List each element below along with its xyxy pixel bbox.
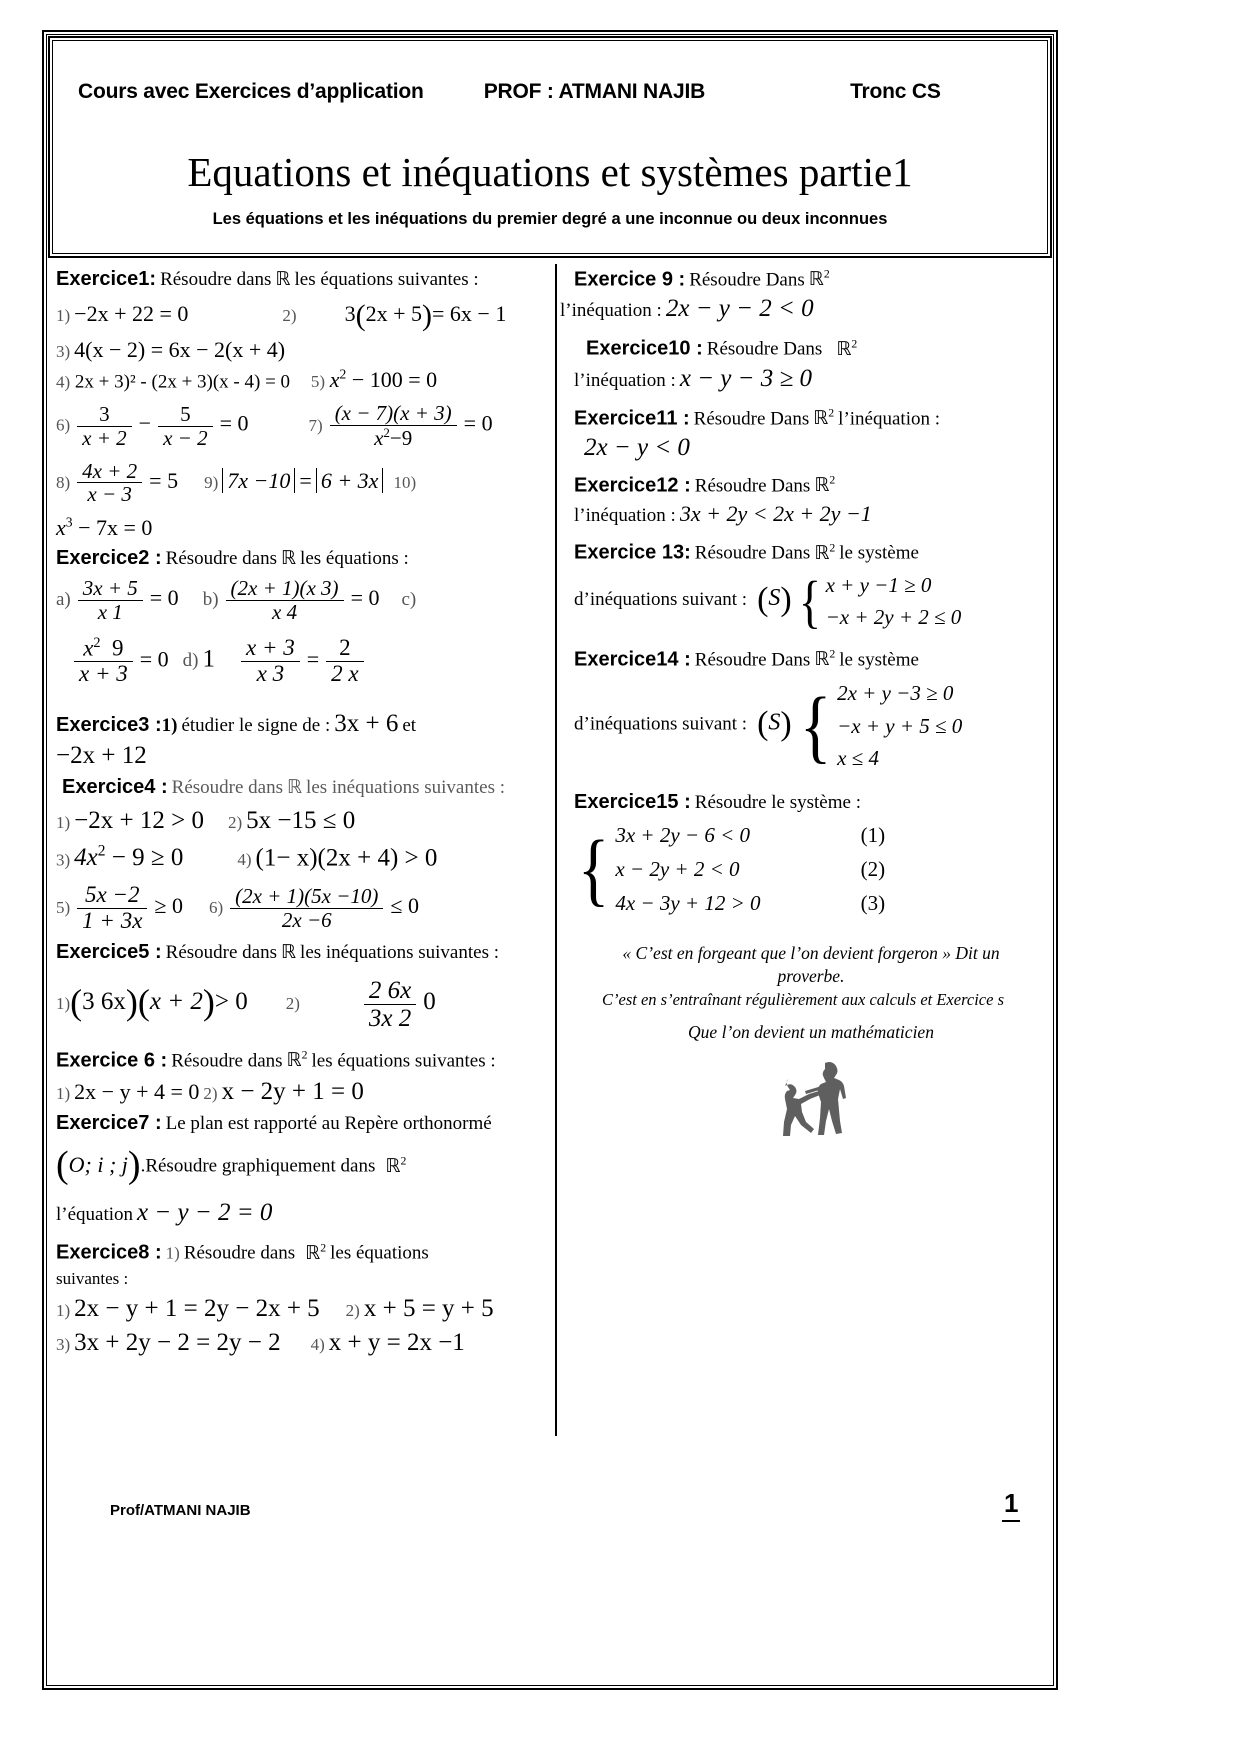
real-set-symbol: ℝ [286,777,303,798]
denominator: 3x 2 [364,1004,416,1032]
inequation-10: x − y − 3 ≥ 0 [679,364,812,392]
real-set-symbol [814,649,835,670]
exercise-11-label: Exercice11 : [574,406,690,429]
exercise-8 [56,1241,554,1356]
equation-2-b-eq: = 0 [350,585,380,611]
exercise-15 [574,791,1048,920]
exercise-15-label: Exercice15 : [574,790,691,813]
exercise-8-prompt: Résoudre dans [183,1242,296,1264]
system-label: d’inéquations suivant : [574,588,748,610]
body-area [52,262,1048,1442]
exercise-10 [574,337,1048,392]
item-index: 4) [56,372,71,392]
item-index: 9) [204,472,219,492]
inequation-label: l’inéquation : [560,300,662,322]
fraction [241,636,300,687]
item-index: b) [202,589,219,611]
system-label: d’inéquations suivant : [574,713,748,735]
system-row: x + y −1 ≥ 0 [825,572,932,597]
inequation-4-4: (1− x)(2x + 4) > 0 [255,844,438,872]
denominator-tail: −9 [389,426,413,450]
real-set-symbol [305,1243,326,1264]
fraction [77,403,132,449]
fraction [364,977,416,1032]
equation-6-2: x − 2y + 1 = 0 [221,1078,364,1106]
set-glyph: ℝ [808,269,824,291]
item-index: 1) [161,715,178,736]
equation-1-5 [330,367,437,392]
exercise-9-prompt: Résoudre Dans [689,269,805,291]
numerator: (x − 7)(x + 3) [334,401,452,426]
equation-2-a-eq: = 0 [149,585,179,611]
exercise-12-prompt: Résoudre Dans [694,475,811,497]
page-title: Equations et inéquations et systèmes partie1 [187,149,913,195]
numerator-tail: 9 [112,635,124,661]
item-index: 8) [56,472,71,492]
fraction [77,460,142,506]
exponent: 2 [829,647,836,661]
inequation-5-1-a: 3 6x [82,988,126,1016]
system-name: S [768,709,781,736]
quote-line-1: « C’est en forgeant que l’on devient forgeron » Dit un [622,942,1000,963]
item-index: 6) [56,415,71,435]
repere-notation [69,1152,128,1177]
equation-8-3: 3x + 2y − 2 = 2y − 2 [74,1328,281,1356]
paren-open: ( [56,1144,69,1187]
inequation-5-1-c: > 0 [214,988,248,1016]
exponent: 2 [339,367,347,382]
denominator: x − 3 [77,482,142,506]
system-15 [574,818,885,920]
exponent: 2 [829,541,836,555]
numerator: 2 [339,635,351,661]
denominator: x 4 [226,600,344,624]
item-index: a) [56,589,71,611]
item-index: 2) [203,1084,218,1104]
page-subtitle: Les équations et les inéquations du premier degré a une inconnue ou deux inconnues [212,210,888,228]
exponent: 2 [828,406,835,420]
item-index: 2) [282,305,297,325]
item-index: 1) [165,1243,180,1263]
exercise-1-prompt-b: les équations suivantes : [294,269,479,290]
numerator: (2x + 1)(x 3) [230,576,339,601]
expression-3-1: 3x + 6 [334,710,399,737]
brace-icon: { [798,568,821,634]
equation-1-7-eq: = 0 [463,410,493,436]
item-index: 1) [56,1084,71,1104]
equation-1-2-a: 3 [344,300,356,326]
system-row: −x + y + 5 ≤ 0 [837,713,963,738]
exercise-13-label: Exercice 13: [574,541,691,564]
numerator: x + 3 [245,635,295,661]
equation-1-4: 2x + 3)² - (2x + 3)(x - 4) = 0 [74,371,291,393]
exercise-13 [574,541,1048,633]
conjunction-et: et [402,715,417,736]
inequation-4-5-eq: ≥ 0 [154,893,183,919]
exercise-5-prompt-b: les inéquations suivantes : [300,941,499,963]
real-set-symbol: ℝ [280,941,297,963]
equation-1-2-b: 2x + 5 [365,300,422,326]
inequation-12: 3x + 2y < 2x + 2y −1 [679,501,872,527]
quote-line-3: C’est en s’entraînant régulièrement aux calculs et Exercice s [602,990,1004,1009]
real-set-symbol [814,543,835,564]
exercise-9 [560,268,1048,323]
expression-3-2: −2x + 12 [56,742,147,769]
tail: − 9 ≥ 0 [111,844,184,872]
exponent: 2 [93,634,101,651]
equals-sign: = [299,467,312,493]
item-index: 1) [56,305,71,325]
fraction [230,885,383,931]
paren-close: ) [125,982,138,1023]
equation-1-6-eq: = 0 [219,410,249,436]
exercise-2-prompt-b: les équations : [300,548,409,570]
inequation-4-1: −2x + 12 > 0 [74,807,204,834]
proverb-quote [574,942,1048,1045]
numerator: 2 6x [368,976,412,1004]
absolute-value-right: 6 + 3x [316,468,384,493]
equation-8-1: 2x − y + 1 = 2y − 2x + 5 [74,1294,320,1322]
paren-close: ) [422,299,432,332]
real-set-symbol [836,339,857,360]
system-row: −x + 2y + 2 ≤ 0 [825,605,962,630]
exercise-4-prompt: Résoudre dans [171,777,283,798]
exercise-4 [56,776,554,935]
variable-x: x [374,426,384,450]
numerator: 3 [99,401,110,426]
set-glyph: ℝ [813,407,829,429]
numerator: 4x + 2 [82,458,138,483]
term: 4x [74,844,98,872]
real-set-symbol: ℝ [275,269,291,290]
item-index: 7) [308,415,323,435]
equation-tail: − 7x = 0 [78,515,153,541]
exercise-12-label: Exercice12 : [574,474,691,497]
exercise-13-prompt: Résoudre Dans [694,542,811,564]
exercise-7-label: Exercice7 : [56,1112,162,1135]
exercise-3-label: Exercice3 : [56,714,162,736]
inequation-label: l’inéquation : [838,407,941,429]
denominator: x − 2 [158,426,213,450]
paren-close: ) [202,982,215,1023]
inequation-label: l’inéquation : [574,369,676,391]
exercise-14-tail: le système [839,649,919,671]
fraction [74,636,133,687]
soldiers-silhouette-icon [763,1059,859,1150]
equals-sign: = [306,646,320,672]
equation-2-c-eq: = 0 [139,646,169,672]
brace-icon: { [577,822,610,914]
paren-close: ) [780,580,792,618]
real-set-symbol [814,475,835,496]
variable-x: x [83,635,94,661]
denominator: 2x −6 [230,908,383,932]
set-glyph: ℝ [836,338,852,360]
real-set-symbol [809,269,830,290]
denominator: 2 x [326,661,363,687]
item-index: 4) [237,850,252,870]
variable-x: x [56,515,66,541]
exercise-6-prompt: Résoudre dans [171,1050,283,1072]
exercise-1 [56,268,554,541]
item-index: 3) [56,342,71,361]
item-index: 4) [310,1334,325,1354]
exercise-7-text-3: l’équation [56,1204,134,1226]
brace-icon: { [799,679,832,771]
exercise-7 [56,1112,554,1227]
paren-open: ( [70,982,83,1023]
exercise-14-label: Exercice14 : [574,648,691,671]
exponent: 2 [97,843,106,860]
exercise-8-prompt-b: les équations [330,1242,429,1264]
set-glyph: ℝ [814,542,830,564]
denominator: x + 2 [77,426,132,450]
exercise-8-label: Exercice8 : [56,1241,162,1264]
denominator: x 1 [78,600,143,624]
exercise-3 [56,710,554,770]
right-column [560,262,1048,1150]
equation-1-3: 4(x − 2) = 6x − 2(x + 4) [74,337,286,362]
denominator [330,425,457,450]
exercise-9-label: Exercice 9 : [574,268,686,291]
system-row: 2x + y −3 ≥ 0 [837,681,954,706]
absolute-value-left: 7x −10 [222,468,295,493]
item-index: 5) [56,898,71,918]
exercise-15-prompt: Résoudre le système : [694,791,861,813]
exercise-14 [574,648,1048,775]
exercise-11-prompt: Résoudre Dans [693,407,810,429]
variable-x: x [329,367,340,393]
system-row [615,852,885,886]
system-row [615,886,885,920]
column-divider [555,264,557,1436]
item-index: d) [182,650,199,672]
fraction [330,402,457,449]
exercise-12 [574,474,1048,527]
repere-label: O; i ; j [68,1152,128,1177]
system-rows [615,818,885,920]
denominator: x 3 [241,661,300,687]
left-column [56,262,554,1363]
exercise-13-tail: le système [839,542,919,564]
inequation-4-6-eq: ≤ 0 [390,893,419,919]
course-label: Cours avec Exercices d’application [78,80,424,103]
item-index: 2) [345,1300,360,1320]
exponent: 2 [400,1154,407,1168]
system-row: x ≤ 4 [837,746,879,771]
footer-author: Prof/ATMANI NAJIB [110,1502,251,1519]
exercise-1-prompt-a: Résoudre dans [160,269,272,290]
exercise-10-label: Exercice10 : [586,337,703,360]
exponent: 2 [320,1241,327,1255]
paren-open: ( [355,299,366,332]
exercise-5 [56,941,554,1033]
system-rows [826,569,962,634]
inequation-5-1-b: x + 2 [149,988,203,1016]
exercise-8-prompt-c: suivantes : [56,1268,129,1288]
equation-8-4: x + y = 2x −1 [328,1328,465,1356]
fraction [77,883,147,934]
level-label: Tronc CS [850,80,941,103]
system-row-tag: (3) [860,890,886,915]
exercise-7-text-2: .Résoudre graphiquement dans [140,1156,376,1177]
exercise-11 [574,407,1048,462]
equation-2-d-one: 1 [202,645,215,673]
exercise-6 [56,1049,554,1106]
paren-open: ( [137,982,150,1023]
exercise-4-prompt-b: les inéquations suivantes : [306,777,505,798]
inequation-4-3 [74,844,183,871]
equation-tail: − 100 = 0 [351,367,438,393]
paren-open: ( [757,705,769,743]
real-set-symbol [287,1050,308,1071]
item-index: 1) [56,1300,71,1320]
inequation-4-2: 5x −15 ≤ 0 [246,807,356,834]
item-index: 5) [310,372,325,392]
fraction [158,403,213,449]
item-index: 2) [285,994,300,1014]
inequation-11: 2x − y < 0 [584,433,690,461]
system-row-tag: (1) [860,822,886,847]
quote-line-4: Que l’on devient un mathématicien [688,1022,934,1043]
system-row-equation: 3x + 2y − 6 < 0 [615,822,751,847]
equation-1-8-eq: = 5 [149,467,179,493]
fraction [326,636,363,687]
item-index: 10) [393,472,417,492]
exponent: 2 [823,268,830,281]
set-glyph: ℝ [814,649,830,671]
system-of-inequations [796,677,963,775]
exercise-5-prompt: Résoudre dans [165,941,277,963]
exercise-3-text: étudier le signe de : [181,715,331,736]
inequation-5-2-tail: 0 [423,988,436,1016]
fraction [78,577,143,623]
system-rows [837,677,962,775]
exercise-2-label: Exercice2 : [56,547,162,570]
exercise-4-label: Exercice4 : [62,776,168,798]
paren-open: ( [757,580,769,618]
set-glyph: ℝ [814,475,830,497]
fraction [226,577,344,623]
equation-1-10 [56,515,152,540]
exponent: 2 [301,1048,308,1062]
equation-1-2-c: = 6x − 1 [432,300,507,326]
system-row-equation: x − 2y + 2 < 0 [615,856,740,881]
real-set-symbol: ℝ [280,548,297,570]
system-of-inequations [796,569,962,634]
exercise-6-prompt-b: les équations suivantes : [311,1050,496,1072]
exercise-6-label: Exercice 6 : [56,1049,168,1072]
illustration [574,1059,1048,1150]
item-index: 2) [227,813,243,832]
professor-label: PROF : ATMANI NAJIB [483,80,706,103]
exponent: 2 [829,473,836,487]
set-glyph: ℝ [305,1242,321,1264]
item-index: 6) [208,898,224,918]
inequation-9: 2x − y − 2 < 0 [665,295,814,323]
page-number: 1 [1002,1488,1020,1522]
exponent: 3 [65,515,73,531]
item-index: 3) [56,850,71,870]
exponent: 2 [383,425,390,440]
set-glyph: ℝ [385,1156,401,1177]
paren-close: ) [780,705,792,743]
item-index: 1) [56,994,71,1014]
system-row-tag: (2) [860,856,886,881]
header-box [48,36,1052,258]
header-meta-row [50,80,1050,104]
exponent: 2 [851,337,858,351]
equation-7: x − y − 2 = 0 [137,1199,273,1227]
minus-operator: − [138,410,152,436]
item-index: 3) [56,1334,71,1354]
equation-1-1: −2x + 22 = 0 [74,300,189,326]
system-row-equation: 4x − 3y + 12 > 0 [615,890,761,915]
real-set-symbol [385,1156,406,1177]
numerator: 5 [180,401,191,426]
numerator: 5x −2 [85,882,140,908]
item-index: c) [401,589,417,611]
denominator: 1 + 3x [77,908,147,934]
system-row [615,818,885,852]
numerator: 3x + 5 [82,576,138,601]
equation-8-2: x + 5 = y + 5 [363,1294,494,1322]
denominator: x + 3 [74,661,133,687]
exercise-10-prompt: Résoudre Dans [706,338,823,360]
numerator [74,636,133,661]
system-name: S [768,584,781,611]
exercise-2-prompt: Résoudre dans [165,548,277,570]
exercise-2 [56,547,554,688]
quote-line-2: proverbe. [777,966,845,987]
exercise-7-text-1: Le plan est rapporté au Repère orthonormé [165,1113,492,1135]
numerator: (2x + 1)(5x −10) [235,884,379,909]
equation-6-1: 2x − y + 4 = 0 [74,1079,200,1105]
paren-close: ) [127,1144,141,1187]
exercise-5-label: Exercice5 : [56,940,162,963]
exercise-1-label: Exercice1: [56,268,157,290]
real-set-symbol [813,408,834,429]
set-glyph: ℝ [286,1050,302,1072]
inequation-label: l’inéquation : [574,505,676,527]
item-index: 1) [56,813,71,832]
exercise-14-prompt: Résoudre Dans [694,649,811,671]
